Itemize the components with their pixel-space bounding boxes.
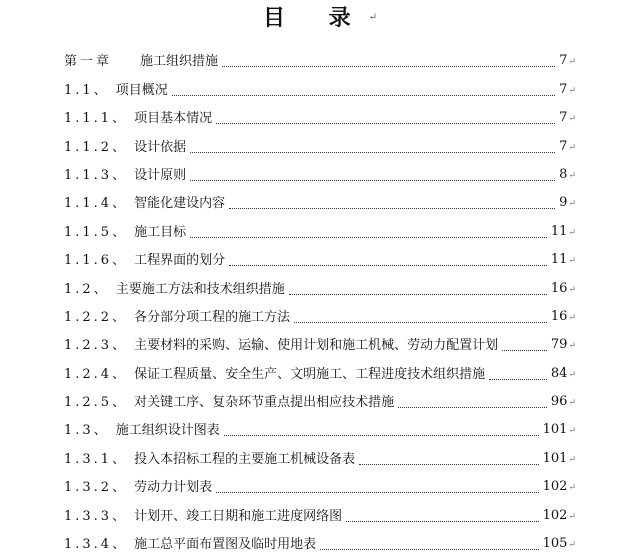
toc-dot-leader	[229, 265, 547, 266]
toc-entry-label	[64, 537, 316, 553]
toc-page-number: 101	[542, 422, 568, 438]
toc-entry-number: 1.2、	[64, 281, 110, 297]
paragraph-mark-icon: ↵	[568, 142, 576, 153]
toc-entry[interactable]	[64, 184, 576, 212]
toc-entry-number: 1.2.3、	[64, 338, 129, 354]
toc-entry-number: 1.1.6、	[64, 253, 129, 269]
toc-dot-leader	[294, 322, 547, 323]
toc-page-number: 96	[550, 394, 568, 410]
paragraph-mark-icon: ↵	[568, 85, 576, 96]
toc-entry-page	[559, 195, 576, 212]
toc-entry-text: 计划开、竣工日期和施工进度网络图	[134, 508, 343, 524]
toc-entry-text: 主要施工方法和技术组织措施	[115, 281, 285, 297]
toc-entry-page	[551, 252, 576, 269]
toc-entry-label	[64, 225, 186, 241]
toc-entry-page	[551, 224, 576, 241]
paragraph-mark-icon: ↵	[568, 199, 576, 210]
toc-page-number: 84	[550, 365, 568, 381]
toc-dot-leader	[216, 492, 539, 493]
toc-entry[interactable]	[64, 383, 576, 411]
toc-entry-text: 设计依据	[134, 139, 187, 155]
toc-entry-page	[559, 82, 576, 99]
toc-dot-leader	[398, 407, 547, 408]
toc-page-number: 8	[559, 166, 568, 182]
toc-entry-label	[64, 253, 225, 269]
toc-entry[interactable]	[64, 127, 576, 155]
toc-dot-leader	[359, 464, 539, 465]
toc-entry-page	[559, 110, 576, 127]
toc-entry-label	[64, 367, 485, 383]
paragraph-mark-icon: ↵	[568, 426, 576, 437]
toc-entry-number: 1.1.3、	[64, 167, 129, 183]
toc-page-number: 16	[550, 280, 568, 296]
toc-entry-label	[64, 140, 186, 156]
toc-entry[interactable]	[64, 525, 576, 553]
toc-page-number: 9	[559, 195, 568, 211]
toc-entry-text: 施工目标	[134, 224, 187, 240]
toc-entry-label	[64, 310, 290, 326]
toc-dot-leader	[224, 435, 539, 436]
toc-page-number: 102	[542, 507, 568, 523]
toc-entry-text: 各分部分项工程的施工方法	[134, 309, 291, 325]
paragraph-mark-icon: ↵	[568, 57, 576, 68]
toc-entry-text: 智能化建设内容	[134, 196, 226, 212]
toc-entry-number: 1.3.1、	[64, 451, 129, 467]
toc-entry-page	[543, 536, 576, 553]
toc-entry-text: 施工组织设计图表	[115, 423, 220, 439]
toc-page-number: 11	[550, 223, 568, 239]
toc-entry-text: 工程界面的划分	[134, 253, 226, 269]
paragraph-mark-icon: ↵	[568, 483, 576, 494]
toc-entry-number: 1.3.3、	[64, 508, 129, 524]
paragraph-mark-icon: ↵	[568, 398, 576, 409]
toc-entry[interactable]	[64, 468, 576, 496]
toc-entry-label	[64, 168, 186, 184]
toc-entry-label	[64, 509, 342, 525]
toc-entry-page	[543, 479, 576, 496]
toc-entry-number: 1.1、	[64, 82, 110, 98]
toc-entry-page	[551, 281, 576, 298]
toc-entry-number: 1.1.4、	[64, 196, 129, 212]
toc-entry-page	[551, 309, 576, 326]
toc-entry-text: 保证工程质量、安全生产、文明施工、工程进度技术组织措施	[134, 366, 486, 382]
toc-dot-leader	[502, 350, 547, 351]
toc-entry-number: 1.1.1、	[64, 111, 129, 127]
paragraph-mark-icon: ↵	[568, 540, 576, 551]
toc-entry-page	[551, 337, 576, 354]
toc-page-number: 11	[550, 252, 568, 268]
toc-entry-text: 投入本招标工程的主要施工机械设备表	[134, 451, 356, 467]
toc-entry-label	[64, 83, 168, 99]
toc-dot-leader	[216, 123, 555, 124]
toc-entry-number: 1.2.4、	[64, 366, 129, 382]
paragraph-mark-icon: ↵	[568, 170, 576, 181]
paragraph-mark-icon: ↵	[568, 227, 576, 238]
toc-page-number: 79	[550, 337, 568, 353]
toc-entry[interactable]	[64, 269, 576, 297]
toc-entry-text: 项目基本情况	[134, 111, 213, 127]
toc-entry-text: 施工总平面布置图及临时用地表	[134, 537, 317, 553]
toc-entry[interactable]	[64, 42, 576, 70]
toc-entry-page	[559, 139, 576, 156]
toc-entry-text: 主要材料的采购、运输、使用计划和施工机械、劳动力配置计划	[134, 338, 499, 354]
paragraph-mark-icon: ↵	[568, 256, 576, 267]
toc-page-number: 16	[550, 308, 568, 324]
toc-entry-page	[543, 451, 576, 468]
paragraph-mark-icon: ↵	[568, 312, 576, 323]
toc-page-number: 105	[542, 536, 568, 552]
toc-entry[interactable]	[64, 326, 576, 354]
paragraph-mark-icon: ↵	[568, 369, 576, 380]
toc-page-number: 7	[559, 81, 568, 97]
toc-dot-leader	[190, 180, 555, 181]
toc-entry[interactable]	[64, 212, 576, 240]
toc-entry[interactable]	[64, 439, 576, 467]
toc-entry-number: 1.3.2、	[64, 480, 129, 496]
toc-page-number: 101	[542, 450, 568, 466]
toc-entry-page	[543, 422, 576, 439]
toc-entry[interactable]	[64, 354, 576, 382]
toc-entry-page	[551, 394, 576, 411]
toc-entry-number: 1.2.2、	[64, 309, 129, 325]
toc-dot-leader	[346, 521, 539, 522]
toc-entry-text: 设计原则	[134, 167, 187, 183]
toc-entry-label	[64, 111, 212, 127]
toc-entry-page	[559, 53, 576, 70]
toc-entry-page	[543, 508, 576, 525]
toc-entry[interactable]	[64, 99, 576, 127]
toc-entry[interactable]	[64, 241, 576, 269]
toc-entry-number: 1.1.2、	[64, 139, 129, 155]
toc-entry[interactable]	[64, 298, 576, 326]
toc-entry-label	[64, 282, 285, 298]
toc-dot-leader	[172, 95, 555, 96]
toc-entry[interactable]	[64, 156, 576, 184]
toc-page-number: 7	[559, 110, 568, 126]
toc-entry-page	[551, 366, 576, 383]
toc-entry-number: 1.1.5、	[64, 224, 129, 240]
toc-entry-page	[559, 167, 576, 184]
toc-entry[interactable]	[64, 496, 576, 524]
toc-entry-number: 1.3.4、	[64, 537, 129, 553]
toc-entry-label	[64, 452, 355, 468]
toc-entry-label	[64, 423, 220, 439]
toc-entry-label	[64, 54, 218, 70]
toc-entry-text: 对关键工序、复杂环节重点提出相应技术措施	[134, 395, 395, 411]
paragraph-mark-icon: ↵	[568, 454, 576, 465]
paragraph-mark-icon: ↵	[568, 511, 576, 522]
toc-entry-number: 第一章	[64, 54, 113, 70]
toc-entry-number: 1.3、	[64, 423, 110, 439]
paragraph-mark-icon: ↵	[568, 341, 576, 352]
toc-dot-leader	[320, 549, 539, 550]
toc-entry[interactable]	[64, 411, 576, 439]
toc-dot-leader	[190, 237, 547, 238]
toc-page-number: 102	[542, 479, 568, 495]
toc-entry-text: 施工组织措施	[140, 54, 219, 70]
toc-entry-text: 项目概况	[115, 82, 168, 98]
toc-entry-number: 1.2.5、	[64, 395, 129, 411]
paragraph-mark-icon: ↵	[368, 12, 378, 23]
toc-dot-leader	[222, 66, 555, 67]
paragraph-mark-icon: ↵	[568, 284, 576, 295]
table-of-contents	[64, 42, 576, 553]
toc-page-number: 7	[559, 53, 568, 69]
toc-entry-label	[64, 480, 212, 496]
toc-dot-leader	[229, 208, 555, 209]
toc-entry-label	[64, 196, 225, 212]
toc-entry-label	[64, 338, 498, 354]
toc-dot-leader	[190, 152, 555, 153]
toc-entry-text: 劳动力计划表	[134, 480, 213, 496]
toc-dot-leader	[289, 294, 547, 295]
paragraph-mark-icon: ↵	[568, 114, 576, 125]
toc-title-text: 目 录	[262, 5, 369, 31]
toc-entry[interactable]	[64, 70, 576, 98]
toc-dot-leader	[489, 379, 547, 380]
toc-page-number: 7	[559, 138, 568, 154]
toc-title	[0, 4, 640, 32]
toc-entry-label	[64, 395, 394, 411]
